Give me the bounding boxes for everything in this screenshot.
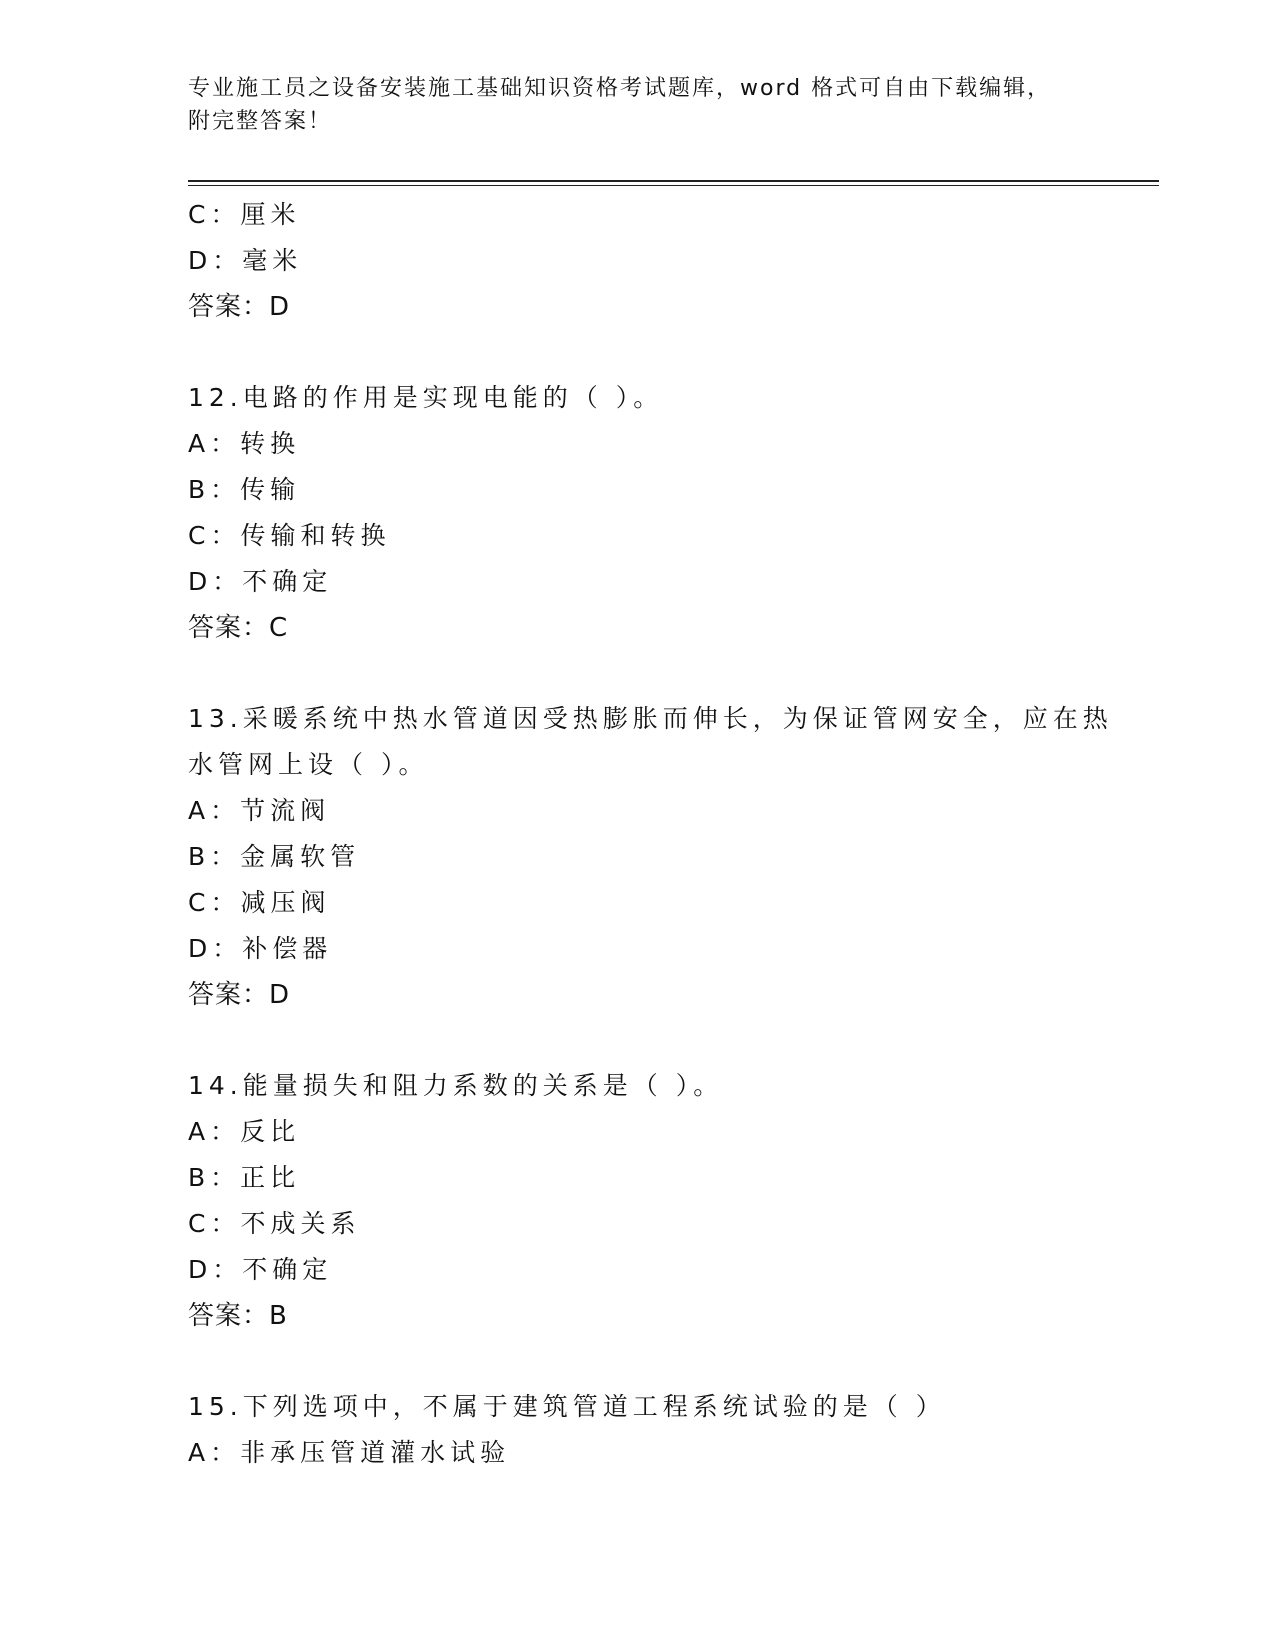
question-fragment <box>188 192 1088 330</box>
option-b: B：传输 <box>188 475 301 504</box>
option-c: C：传输和转换 <box>188 521 391 550</box>
question-text-line-1: 13.采暖系统中热水管道因受热膨胀而伸长，为保证管网安全，应在热 <box>188 704 1113 733</box>
document-header <box>188 72 1068 138</box>
option-d: D：不确定 <box>188 567 333 596</box>
answer: 答案：D <box>188 292 291 322</box>
header-divider-thick <box>188 180 1159 182</box>
question-12 <box>188 375 1088 651</box>
option-d: D：不确定 <box>188 1255 333 1284</box>
option-b: B：正比 <box>188 1163 301 1192</box>
header-line-2: 附完整答案！ <box>188 109 333 134</box>
question-14 <box>188 1063 1088 1339</box>
answer: 答案：C <box>188 613 289 643</box>
spacer <box>188 1018 1088 1063</box>
option-c: C：不成关系 <box>188 1209 361 1238</box>
option-b: B：金属软管 <box>188 842 361 871</box>
question-text: 14.能量损失和阻力系数的关系是（ ）。 <box>188 1071 724 1100</box>
option-c: C：减压阀 <box>188 888 331 917</box>
answer: 答案：B <box>188 1301 288 1331</box>
question-13 <box>188 696 1113 1018</box>
question-text-line-2: 水管网上设（ ）。 <box>188 750 429 779</box>
header-line-1: 专业施工员之设备安装施工基础知识资格考试题库，word 格式可自由下载编辑， <box>188 76 1052 101</box>
question-text: 15.下列选项中，不属于建筑管道工程系统试验的是（ ） <box>188 1392 946 1421</box>
spacer <box>188 651 1088 696</box>
option-d: D：补偿器 <box>188 934 333 963</box>
option-a: A：反比 <box>188 1117 301 1146</box>
question-text: 12.电路的作用是实现电能的（ ）。 <box>188 383 664 412</box>
option-d: D：毫米 <box>188 246 303 275</box>
option-a: A：转换 <box>188 429 301 458</box>
header-divider-thin <box>188 185 1159 186</box>
option-a: A：非承压管道灌水试验 <box>188 1438 511 1467</box>
question-list <box>188 192 1113 1476</box>
question-15 <box>188 1384 1088 1476</box>
option-a: A：节流阀 <box>188 796 331 825</box>
option-c: C：厘米 <box>188 200 301 229</box>
spacer <box>188 1339 1088 1384</box>
spacer <box>188 330 1088 375</box>
answer: 答案：D <box>188 980 291 1010</box>
